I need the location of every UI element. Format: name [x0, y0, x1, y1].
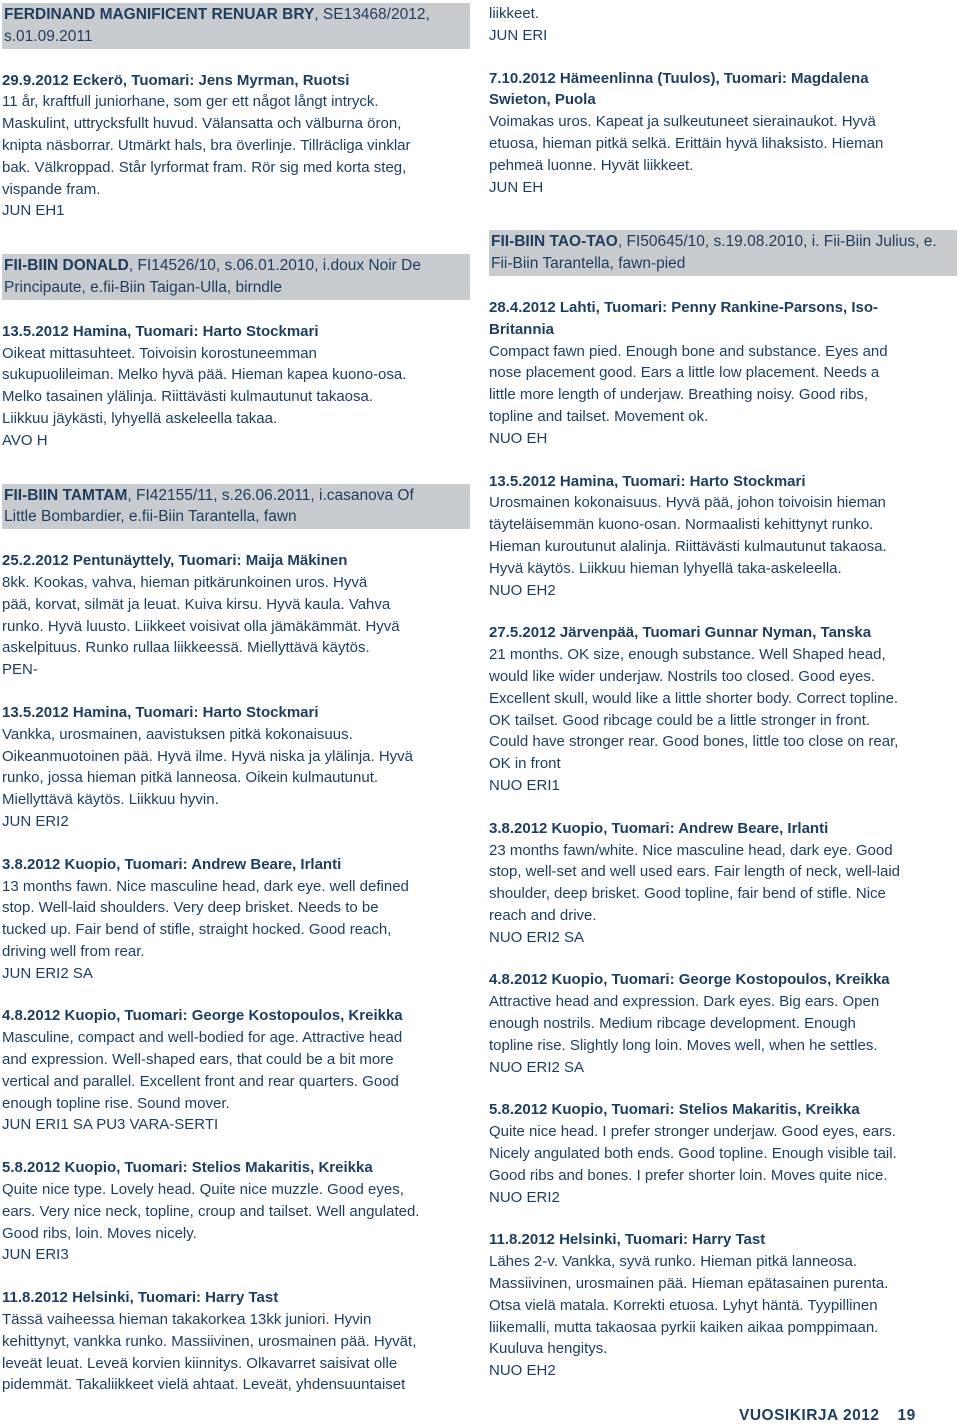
- critique-line: NUO ERI2: [489, 1188, 560, 1206]
- critique-line: PEN-: [2, 661, 38, 679]
- critique-line: reach and drive.: [489, 906, 597, 924]
- critique-line: Nicely angulated both ends. Good topline. Enough visible tail.: [489, 1145, 897, 1163]
- show-entry: [489, 1099, 957, 1208]
- critique-line: sukupuolileiman. Melko hyvä pää. Hieman kapea kuono-osa.: [2, 366, 407, 384]
- dog-header: [2, 254, 470, 300]
- critique-line: shoulder, deep brisket. Good topline, fair bend of stifle. Nice: [489, 885, 886, 903]
- critique-line: NUO ERI2 SA: [489, 928, 585, 946]
- dog-details: Principaute, e.fii-Biin Taigan-Ulla, birndle: [4, 278, 282, 296]
- show-entry: [2, 1157, 470, 1266]
- page-number: 19: [897, 1407, 916, 1424]
- critique-line: vertical and parallel. Excellent front and rear quarters. Good: [2, 1072, 399, 1090]
- entry-heading-cont: Swieton, Puola: [489, 91, 596, 109]
- dog-name: FII-BIIN TAMTAM: [4, 486, 128, 504]
- entry-heading: 25.2.2012 Pentunäyttely, Tuomari: Maija Mäkinen: [2, 552, 348, 570]
- dog-header-line: [4, 255, 468, 277]
- critique-line: Quite nice head. I prefer stronger underjaw. Good eyes, ears.: [489, 1123, 896, 1141]
- entry-heading: 13.5.2012 Hamina, Tuomari: Harto Stockmari: [489, 472, 806, 490]
- right-column: [489, 3, 957, 1382]
- spacer: [2, 222, 470, 254]
- critique-line: Miellyttävä käytös. Liikkuu hyvin.: [2, 791, 219, 809]
- show-entry: [489, 1229, 957, 1382]
- entry-heading-cont: Britannia: [489, 320, 555, 338]
- critique-line: NUO ERI1: [489, 776, 560, 794]
- critique-line: runko. Hyvä luusto. Liikkeet voisivat olla jämäkämmät. Hyvä: [2, 617, 400, 635]
- show-entry: [489, 622, 957, 796]
- critique-line: Hieman kuroutunut alalinja. Riittävästi kulmautunut takaosa.: [489, 537, 887, 555]
- critique-line: liikkeet.: [489, 5, 540, 22]
- show-entry: [2, 854, 470, 985]
- dog-details: Fii-Biin Tarantella, fawn-pied: [491, 255, 686, 273]
- critique-line: Good ribs, loin. Moves nicely.: [2, 1224, 197, 1242]
- critique-line: Hyvä käytös. Liikkuu hieman lyhyellä taka-askeleella.: [489, 559, 842, 577]
- entry-heading: 29.9.2012 Eckerö, Tuomari: Jens Myrman, Ruotsi: [2, 71, 350, 89]
- critique-line: Melko tasainen ylälinja. Riittävästi kulmautunut takaosa.: [2, 388, 374, 406]
- show-entry: [489, 471, 957, 602]
- dog-header-line: [4, 506, 468, 528]
- critique-line: NUO EH: [489, 429, 548, 447]
- critique-line: OK tailset. Good ribcage could be a little stronger in front.: [489, 711, 871, 729]
- critique-line: stop, well-set and well used ears. Fair length of neck, well-laid: [489, 863, 901, 881]
- entry-heading: 13.5.2012 Hamina, Tuomari: Harto Stockmari: [2, 703, 319, 721]
- entry-heading: 4.8.2012 Kuopio, Tuomari: George Kostopoulos, Kreikka: [2, 1007, 403, 1025]
- entry-heading: 13.5.2012 Hamina, Tuomari: Harto Stockmari: [2, 322, 319, 340]
- critique-line: Voimakas uros. Kapeat ja sulkeutuneet sierainaukot. Hyvä: [489, 113, 876, 131]
- dog-header-line: [4, 485, 468, 507]
- critique-line: Masculine, compact and well-bodied for age. Attractive head: [2, 1029, 403, 1047]
- critique-line: Lähes 2-v. Vankka, syvä runko. Hieman pitkä lanneosa.: [489, 1253, 857, 1271]
- critique-line: Maskulint, uttrycksfullt huvud. Välansatta och välburna öron,: [2, 115, 402, 133]
- critique-line: little more length of underjaw. Breathing noisy. Good ribs,: [489, 386, 869, 404]
- entry-heading: 28.4.2012 Lahti, Tuomari: Penny Rankine-Parsons, Iso-: [489, 298, 879, 316]
- show-entry: [2, 1005, 470, 1136]
- critique-line: 13 months fawn. Nice masculine head, dark eye. well defined: [2, 877, 409, 895]
- critique-line: Massiivinen, urosmainen pää. Hieman epätasainen purenta.: [489, 1275, 889, 1293]
- critique-line: pehmeä luonne. Hyvät liikkeet.: [489, 156, 694, 174]
- critique-line: AVO H: [2, 431, 48, 449]
- entry-heading: 3.8.2012 Kuopio, Tuomari: Andrew Beare, Irlanti: [2, 855, 342, 873]
- entry-heading: 7.10.2012 Hämeenlinna (Tuulos), Tuomari: Magdalena: [489, 69, 869, 87]
- critique-line: JUN ERI2: [2, 812, 69, 830]
- critique-line: pidemmät. Takaliikkeet vielä ahtaat. Leveät, yhdensuuntaiset: [2, 1376, 406, 1394]
- dog-header-line: [4, 4, 468, 26]
- show-entry: [2, 702, 470, 833]
- critique-line: Oikeat mittasuhteet. Toivoisin korostuneemman: [2, 344, 317, 362]
- critique-line: nose placement good. Ears a little low placement. Needs a: [489, 364, 880, 382]
- critique-line: and expression. Well-shaped ears, that could be a bit more: [2, 1051, 394, 1069]
- critique-line: Vankka, urosmainen, aavistuksen pitkä kokonaisuus.: [2, 725, 353, 743]
- dog-details: , SE13468/2012,: [314, 6, 430, 23]
- critique-line: JUN ERI1 SA PU3 VARA-SERTI: [2, 1116, 219, 1134]
- critique-line: OK in front: [489, 755, 561, 773]
- critique-line: driving well from rear.: [2, 942, 145, 960]
- critique-line: Urosmainen kokonaisuus. Hyvä pää, johon toivoisin hieman: [489, 494, 886, 512]
- critique-line: 23 months fawn/white. Nice masculine head, dark eye. Good: [489, 841, 893, 859]
- critique-line: 21 months. OK size, enough substance. Well Shaped head,: [489, 646, 886, 664]
- critique-line: askelpituus. Runko rullaa liikkeessä. Miellyttävä käytös.: [2, 639, 370, 657]
- dog-header: [489, 230, 957, 276]
- critique-line: NUO EH2: [489, 1362, 556, 1380]
- critique-line: kehittynyt, vankka runko. Massiivinen, urosmainen pää. Hyvät,: [2, 1332, 417, 1350]
- entry-heading: 5.8.2012 Kuopio, Tuomari: Stelios Makaritis, Kreikka: [2, 1159, 373, 1177]
- show-entry: [489, 818, 957, 949]
- critique-line: liikemalli, mutta takaosaa pyrkii kaiken aikaa pomppimaan.: [489, 1318, 879, 1336]
- dog-details: , FI14526/10, s.06.01.2010, i.doux Noir De: [128, 257, 421, 275]
- critique-line: Could have stronger rear. Good bones, little too close on rear,: [489, 733, 899, 751]
- entry-heading: 5.8.2012 Kuopio, Tuomari: Stelios Makaritis, Kreikka: [489, 1101, 860, 1119]
- dog-name: FERDINAND MAGNIFICENT RENUAR BRY: [4, 6, 315, 23]
- show-entry: [2, 321, 470, 452]
- dog-header: [2, 484, 470, 530]
- critique-line: NUO EH2: [489, 581, 556, 599]
- critique-line: knipta näsborrar. Utmärkt hals, bra överlinje. Tillräcliga vinklar: [2, 136, 411, 154]
- critique-line: Kuuluva hengitys.: [489, 1340, 608, 1358]
- show-entry: [2, 1287, 470, 1396]
- critique-line: Good ribs and bones. I prefer shorter loin. Moves quite nice.: [489, 1166, 888, 1184]
- critique-line: Attractive head and expression. Dark eyes. Big ears. Open: [489, 993, 880, 1011]
- show-entry: [489, 969, 957, 1078]
- critique-line: topline and tailset. Movement ok.: [489, 407, 709, 425]
- critique-line: Compact fawn pied. Enough bone and substance. Eyes and: [489, 342, 888, 360]
- critique-line: enough topline rise. Sound mover.: [2, 1094, 230, 1112]
- critique-line: Excellent skull, would like a little shorter body. Correct topline.: [489, 689, 899, 707]
- entry-heading: 11.8.2012 Helsinki, Tuomari: Harry Tast: [489, 1231, 766, 1249]
- entry-heading: 27.5.2012 Järvenpää, Tuomari Gunnar Nyman, Tanska: [489, 624, 872, 642]
- dog-header-line: [491, 231, 955, 253]
- critique-line: Quite nice type. Lovely head. Quite nice muzzle. Good eyes,: [2, 1181, 404, 1199]
- critique-line: JUN EH: [489, 178, 544, 196]
- show-entry: [489, 297, 957, 450]
- dog-header-line: [491, 253, 955, 275]
- critique-line: JUN ERI: [489, 26, 548, 44]
- continuation: [489, 3, 957, 47]
- dog-header: [2, 3, 470, 49]
- critique-line: Otsa vielä matala. Korrekti etuosa. Lyhyt häntä. Tyypillinen: [489, 1296, 878, 1314]
- entry-heading: 4.8.2012 Kuopio, Tuomari: George Kostopoulos, Kreikka: [489, 971, 890, 989]
- critique-line: Tässä vaiheessa hieman takakorkea 13kk juniori. Hyvin: [2, 1311, 372, 1329]
- critique-line: leveät leuat. Leveä korvien kiinnitys. Olkavarret saisivat olle: [2, 1354, 398, 1372]
- critique-line: topline rise. Slightly long loin. Moves well, when he settles.: [489, 1036, 878, 1054]
- dog-details: , FI42155/11, s.26.06.2011, i.casanova Of: [127, 486, 414, 504]
- critique-line: bak. Välkroppad. Står lyrformat fram. Rör sig med korta steg,: [2, 158, 407, 176]
- critique-line: tucked up. Fair bend of stifle, straight hocked. Good reach,: [2, 921, 392, 939]
- critique-line: vispande fram.: [2, 180, 101, 198]
- dog-header-line: [4, 26, 468, 48]
- dog-name: FII-BIIN DONALD: [4, 257, 129, 275]
- critique-line: JUN ERI2 SA: [2, 964, 93, 982]
- critique-line: ears. Very nice neck, topline, croup and tailset. Well angulated.: [2, 1202, 420, 1220]
- critique-line: stop. Well-laid shoulders. Very deep brisket. Needs to be: [2, 899, 379, 917]
- entry-heading: 3.8.2012 Kuopio, Tuomari: Andrew Beare, Irlanti: [489, 819, 829, 837]
- dog-details: s.01.09.2011: [4, 27, 93, 45]
- critique-line: täyteläisemmän kuono-osan. Normaalisti kehittynyt runko.: [489, 516, 874, 534]
- critique-line: runko, jossa hieman pitkä lanneosa. Oikein kulmautunut.: [2, 769, 379, 787]
- entry-heading: 11.8.2012 Helsinki, Tuomari: Harry Tast: [2, 1289, 279, 1307]
- dog-name: FII-BIIN TAO-TAO: [491, 233, 618, 251]
- spacer: [489, 198, 957, 230]
- page-footer: [739, 1407, 934, 1425]
- critique-line: 8kk. Kookas, vahva, hieman pitkärunkoinen uros. Hyvä: [2, 573, 368, 591]
- critique-line: JUN ERI3: [2, 1246, 69, 1264]
- critique-line: NUO ERI2 SA: [489, 1058, 585, 1076]
- critique-line: 11 år, kraftfull juniorhane, som ger ett något långt intryck.: [2, 93, 379, 111]
- critique-line: Oikeanmuotoinen pää. Hyvä ilme. Hyvä niska ja ylälinja. Hyvä: [2, 747, 414, 765]
- critique-line: Liikkuu jäykästi, lyhyellä askeleella takaa.: [2, 409, 278, 427]
- show-entry: [489, 68, 957, 199]
- dog-details: , FI50645/10, s.19.08.2010, i. Fii-Biin Julius, e.: [617, 233, 937, 251]
- spacer: [2, 452, 470, 484]
- critique-line: enough nostrils. Medium ribcage development. Enough: [489, 1015, 856, 1033]
- critique-line: pää, korvat, silmät ja leuat. Kuiva kirsu. Hyvä kaula. Vahva: [2, 595, 391, 613]
- show-entry: [2, 550, 470, 681]
- critique-line: JUN EH1: [2, 202, 65, 220]
- dog-details: Little Bombardier, e.fii-Biin Tarantella, fawn: [4, 508, 297, 526]
- critique-line: etuosa, hieman pitkä selkä. Erittäin hyvä lihaksisto. Hieman: [489, 134, 884, 152]
- left-column: [2, 3, 470, 1396]
- yearbook-label: VUOSIKIRJA 2012: [739, 1407, 880, 1424]
- critique-line: would like wider underjaw. Nostrils too closed. Good eyes.: [489, 667, 876, 685]
- dog-header-line: [4, 277, 468, 299]
- show-entry: [2, 70, 470, 223]
